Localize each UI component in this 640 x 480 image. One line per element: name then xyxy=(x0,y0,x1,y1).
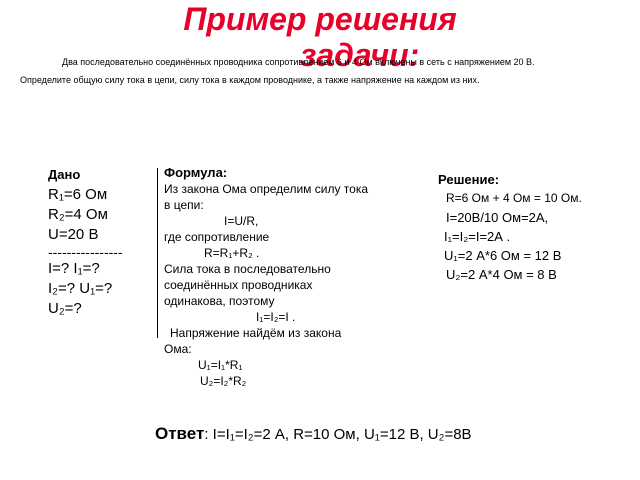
formula-line: в цепи: xyxy=(164,198,204,212)
slide-title-line2: задачи: xyxy=(300,37,420,73)
answer-label: Ответ xyxy=(155,424,205,443)
answer-line xyxy=(155,424,472,444)
solution-line: U₁=2 А*6 Ом = 12 В xyxy=(444,248,562,263)
given-block xyxy=(48,165,123,319)
solution-line: U₂=2 А*4 Ом = 8 В xyxy=(446,267,557,282)
answer-text: : I=I₁=I₂=2 А, R=10 Ом, U₁=12 В, U₂=8В xyxy=(204,426,472,443)
given-line: R₂=4 Ом xyxy=(48,206,108,223)
solution-line: R=6 Ом + 4 Ом = 10 Ом. xyxy=(446,191,582,205)
given-divider: ---------------- xyxy=(48,244,123,260)
given-line: I₂=? U₁=? xyxy=(48,280,113,297)
formula-line: U₁=I₁*R₁ xyxy=(198,358,243,372)
formula-line: I₁=I₂=I . xyxy=(256,310,296,324)
problem-statement-line1: Два последовательно соединённых проводника сопротивлением 6 и 4 Ом включены в сеть с напряжением 20 В. xyxy=(62,57,535,67)
given-line: I=? I₁=? xyxy=(48,260,100,277)
formula-line: Напряжение найдём из закона xyxy=(170,326,342,340)
solution-block xyxy=(438,170,582,284)
formula-line: U₂=I₂*R₂ xyxy=(200,374,247,388)
given-heading: Дано xyxy=(48,167,81,182)
solution-line: I₁=I₂=I=2А . xyxy=(444,229,511,244)
column-divider xyxy=(157,168,158,338)
formula-block xyxy=(164,165,368,389)
formula-line: Ома: xyxy=(164,342,192,356)
given-line: R₁=6 Ом xyxy=(48,186,108,203)
formula-line: где сопротивление xyxy=(164,230,270,244)
slide-title: Пример решения xyxy=(183,1,457,37)
given-line: U₂=? xyxy=(48,300,82,317)
formula-line: I=U/R, xyxy=(224,214,259,228)
given-line: U=20 В xyxy=(48,226,99,243)
solution-heading: Решение: xyxy=(438,172,500,187)
formula-line: соединённых проводниках xyxy=(164,278,313,292)
formula-heading: Формула: xyxy=(164,165,228,180)
formula-line: Сила тока в последовательно xyxy=(164,262,331,276)
formula-line: одинакова, поэтому xyxy=(164,294,275,308)
formula-line: Из закона Ома определим силу тока xyxy=(164,182,369,196)
solution-line: I=20В/10 Ом=2А, xyxy=(446,210,549,225)
formula-line: R=R₁+R₂ . xyxy=(204,246,260,260)
problem-statement-line2: Определите общую силу тока в цепи, силу тока в каждом проводнике, а также напряжение на каждом из них. xyxy=(20,75,480,85)
